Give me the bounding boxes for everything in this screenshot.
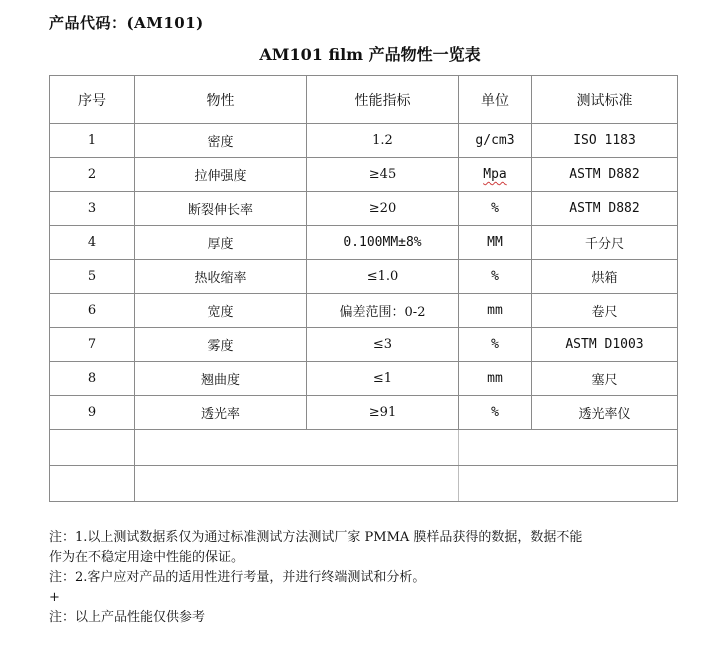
- cell-value: ≤3: [307, 328, 459, 362]
- cell-value: ≥20: [307, 192, 459, 226]
- table-row: [50, 396, 678, 430]
- cell-unit: mm: [459, 362, 532, 396]
- table-row: [50, 260, 678, 294]
- cell-no: 9: [50, 396, 135, 430]
- cell-unit: %: [459, 260, 532, 294]
- cell-unit: MM: [459, 226, 532, 260]
- cell-unit: [459, 158, 532, 192]
- unit-mpa-text: Mpa: [483, 167, 507, 182]
- table-row: [50, 158, 678, 192]
- cell-standard: ISO 1183: [532, 124, 678, 158]
- cell-standard: ASTM D1003: [532, 328, 678, 362]
- empty-cell: [135, 466, 459, 502]
- empty-cell: [50, 466, 135, 502]
- cell-unit: mm: [459, 294, 532, 328]
- cell-property: 热收缩率: [135, 260, 307, 294]
- cell-standard: 千分尺: [532, 226, 678, 260]
- table-row: [50, 328, 678, 362]
- empty-cell: [135, 430, 459, 466]
- document-title: AM101 film 产品物性一览表: [259, 45, 481, 64]
- cell-standard: 塞尺: [532, 362, 678, 396]
- cell-property: 雾度: [135, 328, 307, 362]
- product-code: 产品代码：(AM101): [49, 14, 204, 32]
- cell-value: ≥91: [307, 396, 459, 430]
- cell-value: ≤1.0: [307, 260, 459, 294]
- cell-property: 厚度: [135, 226, 307, 260]
- cell-no: 7: [50, 328, 135, 362]
- cell-property: 断裂伸长率: [135, 192, 307, 226]
- cell-value: 偏差范围：0-2: [307, 294, 459, 328]
- cell-property: 翘曲度: [135, 362, 307, 396]
- notes-section: [49, 528, 649, 628]
- cell-no: 3: [50, 192, 135, 226]
- cell-standard: ASTM D882: [532, 192, 678, 226]
- properties-table: [49, 75, 678, 502]
- empty-row: [50, 430, 678, 466]
- note-line: 作为在不稳定用途中性能的保证。: [49, 550, 245, 565]
- cell-property: 密度: [135, 124, 307, 158]
- cell-unit: %: [459, 192, 532, 226]
- cell-unit: g/cm3: [459, 124, 532, 158]
- cell-no: 1: [50, 124, 135, 158]
- cell-no: 5: [50, 260, 135, 294]
- cell-no: 8: [50, 362, 135, 396]
- note-line: 注：2.客户应对产品的适用性进行考量，并进行终端测试和分析。: [49, 570, 426, 585]
- note-line: 注：1.以上测试数据系仅为通过标准测试方法测试厂家 PMMA 膜样品获得的数据，数据不能: [49, 530, 583, 545]
- table-row: [50, 226, 678, 260]
- cell-unit: %: [459, 328, 532, 362]
- cell-standard: ASTM D882: [532, 158, 678, 192]
- empty-cell: [459, 430, 678, 466]
- cell-property: 拉伸强度: [135, 158, 307, 192]
- cell-no: 4: [50, 226, 135, 260]
- table-row: [50, 294, 678, 328]
- header-property: 物性: [135, 76, 307, 124]
- empty-row: [50, 466, 678, 502]
- cell-value: ≥45: [307, 158, 459, 192]
- cell-value: 1.2: [307, 124, 459, 158]
- empty-cell: [50, 430, 135, 466]
- note-line: +: [49, 590, 60, 605]
- empty-cell: [459, 466, 678, 502]
- header-standard: 测试标准: [532, 76, 678, 124]
- cell-value: ≤1: [307, 362, 459, 396]
- cell-standard: 卷尺: [532, 294, 678, 328]
- header-no: 序号: [50, 76, 135, 124]
- header-value: 性能指标: [307, 76, 459, 124]
- note-line: 注：以上产品性能仅供参考: [49, 610, 206, 625]
- table-row: [50, 124, 678, 158]
- header-unit: 单位: [459, 76, 532, 124]
- cell-no: 2: [50, 158, 135, 192]
- cell-unit: %: [459, 396, 532, 430]
- cell-standard: 透光率仪: [532, 396, 678, 430]
- cell-standard: 烘箱: [532, 260, 678, 294]
- cell-property: 透光率: [135, 396, 307, 430]
- cell-property: 宽度: [135, 294, 307, 328]
- table-row: [50, 362, 678, 396]
- table-header-row: [50, 76, 678, 124]
- cell-value: 0.100MM±8%: [307, 226, 459, 260]
- cell-no: 6: [50, 294, 135, 328]
- table-row: [50, 192, 678, 226]
